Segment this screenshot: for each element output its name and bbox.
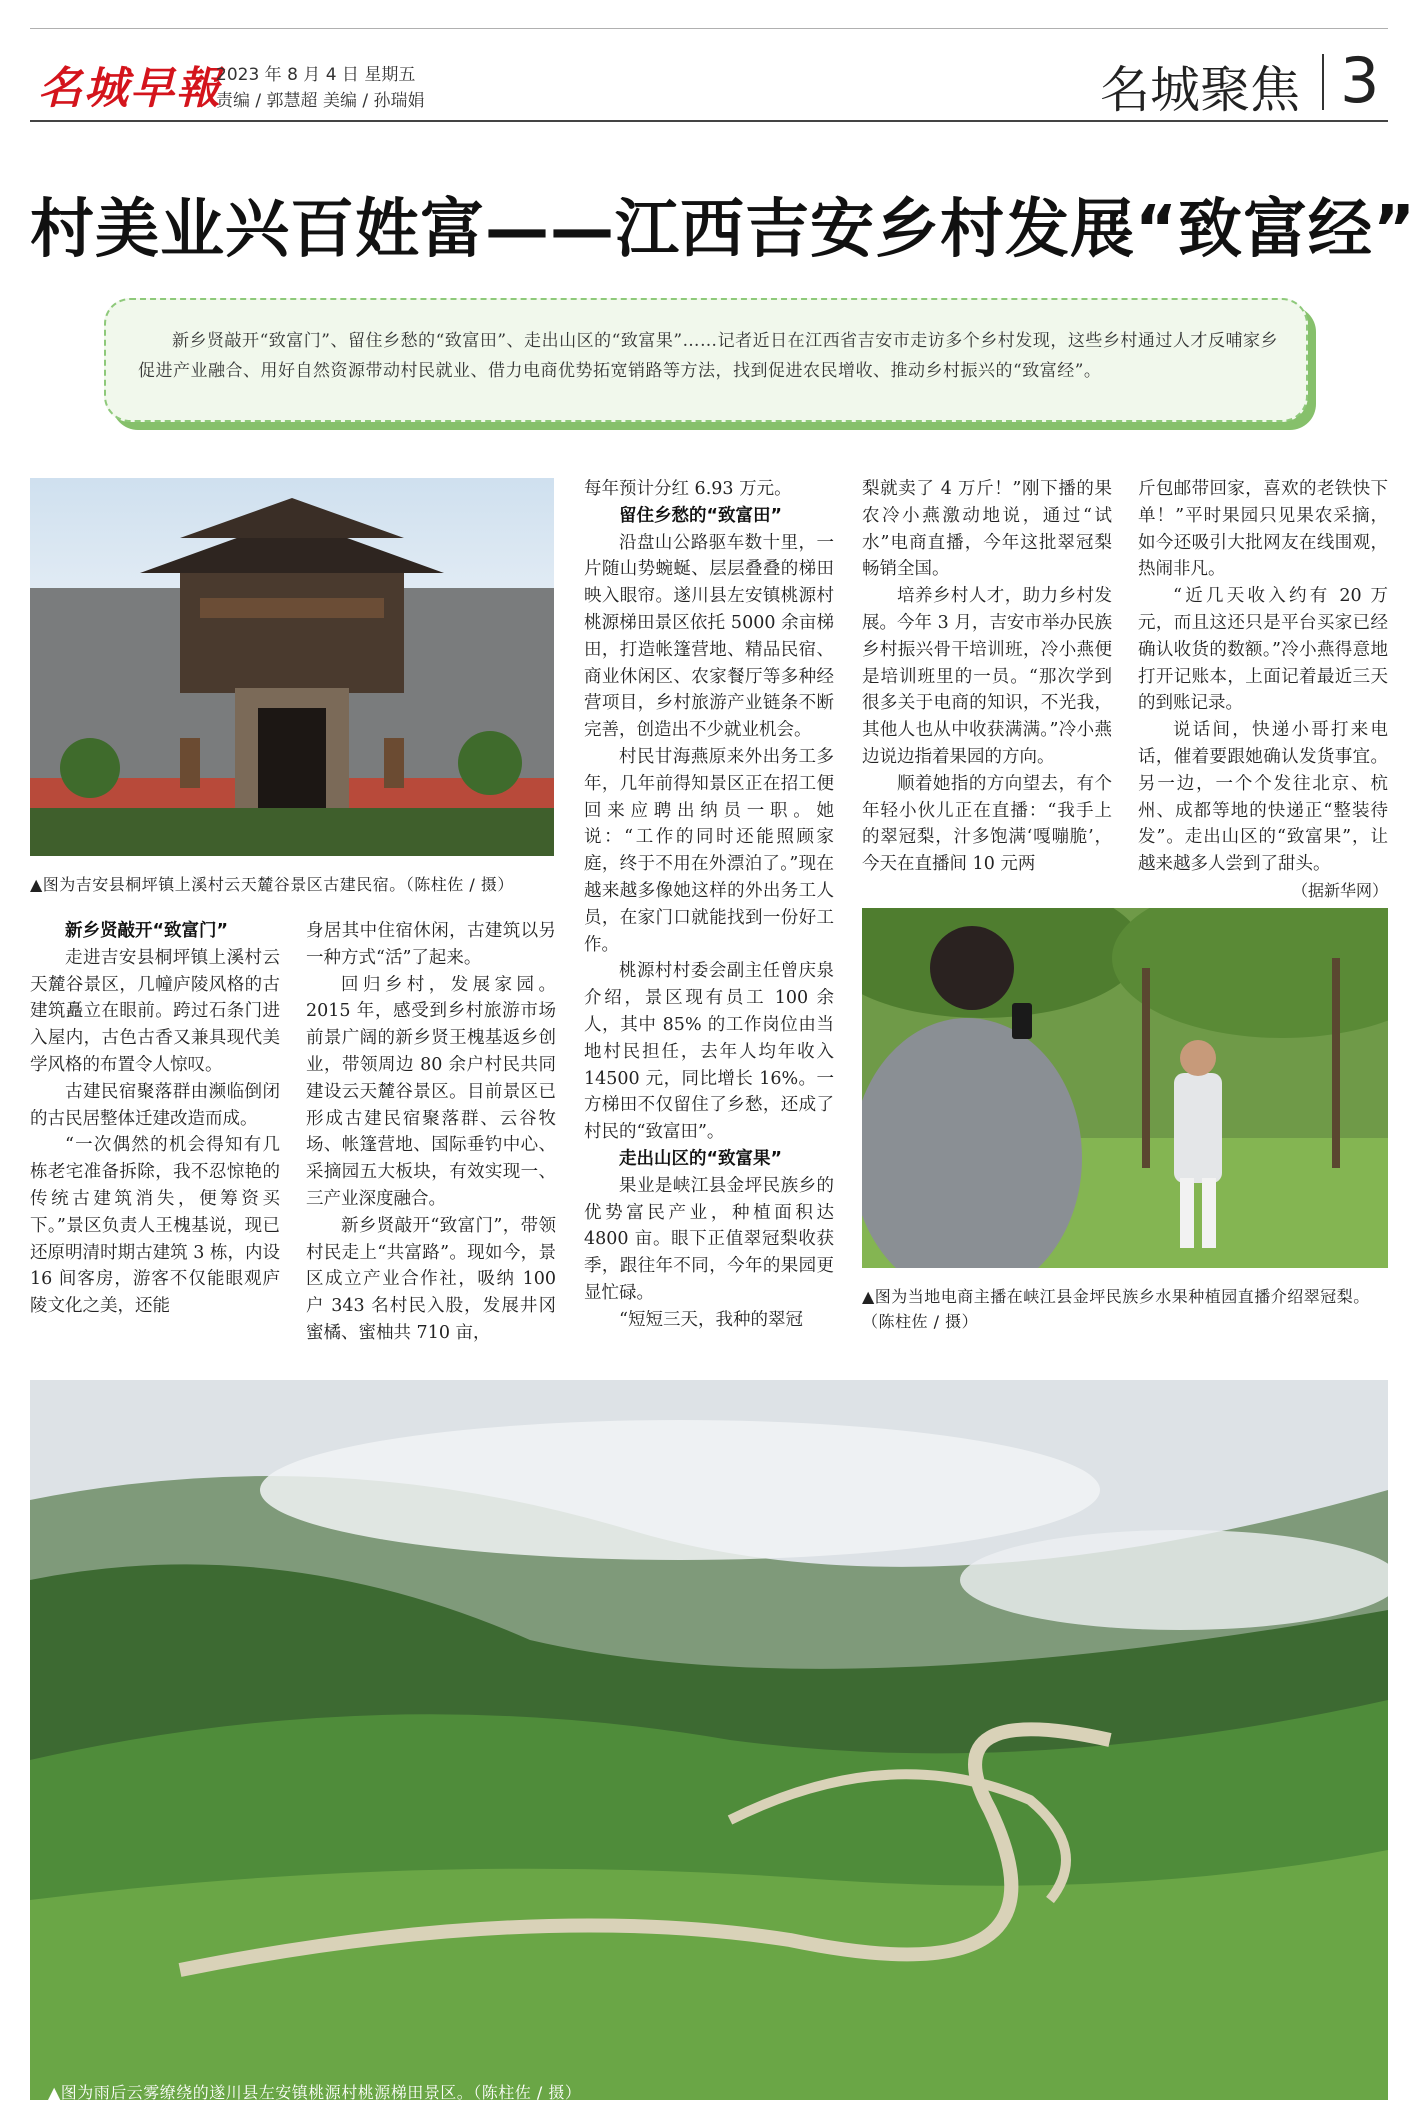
section-divider <box>1322 54 1324 110</box>
paragraph: “近几天收入约有 20 万元，而且这还只是平台买家已经确认收货的数额。”冷小燕得意地打开记账本，上面记着最近三天的到账记录。 <box>1138 586 1388 714</box>
header-top-rule <box>30 28 1388 29</box>
paragraph: 沿盘山公路驱车数十里，一片随山势蜿蜒、层层叠叠的梯田映入眼帘。遂川县左安镇桃源村桃源梯田景区依托 5000 余亩梯田，打造帐篷营地、精品民宿、商业休闲区、农家餐厅等多种经营项目，乡村旅游产业链条不断完善，创造出不少就业机会。 <box>584 532 834 741</box>
photo1-caption: ▲图为吉安县桐坪镇上溪村云天麓谷景区古建民宿。（陈柱佐 / 摄） <box>30 875 514 894</box>
article-column-5 <box>1138 476 1388 905</box>
header-bottom-rule <box>30 120 1388 122</box>
paragraph-continued: 每年预计分红 6.93 万元。 <box>584 479 792 499</box>
paragraph: 古建民宿聚落群由濒临倒闭的古民居整体迁建改造而成。 <box>30 1081 280 1129</box>
photo2-caption: ▲图为当地电商主播在峡江县金坪民族乡水果种植园直播介绍翠冠梨。（陈柱佐 / 摄） <box>862 1287 1370 1331</box>
paragraph: 走进吉安县桐坪镇上溪村云天麓谷景区，几幢庐陵风格的古建筑矗立在眼前。跨过石条门进入屋内，古色古香又兼具现代美学风格的布置令人惊叹。 <box>30 947 280 1075</box>
ancient-building-illustration <box>30 478 554 856</box>
paragraph: 桃源村村委会副主任曾庆泉介绍，景区现有员工 100 余人，其中 85% 的工作岗位由当地村民担任，去年人均年收入 14500 元，同比增长 16%。一方梯田不仅留住了乡愁，还成了村民的“致富田”。 <box>584 961 834 1143</box>
article-column-3 <box>584 476 834 1334</box>
paragraph: 说话间，快递小哥打来电话，催着要跟她确认发货事宜。另一边，一个个发往北京、杭州、成都等地的快递正“整装待发”。走出山区的“致富果”，让越来越多人尝到了甜头。 <box>1138 720 1388 875</box>
date-line: 2023 年 8 月 4 日 星期五 <box>216 65 416 85</box>
paragraph: 培养乡村人才，助力乡村发展。今年 3 月，吉安市举办民族乡村振兴骨干培训班，冷小燕便是培训班里的一员。“那次学到很多关于电商的知识，不光我，其他人也从中收获满满。”冷小燕边说边指着果园的方向。 <box>862 586 1112 767</box>
paragraph-continued: 梨就卖了 4 万斤！”刚下播的果农冷小燕激动地说，通过“试水”电商直播，今年这批翠冠梨畅销全国。 <box>862 479 1112 580</box>
article-column-4 <box>862 476 1112 878</box>
source-credit: （据新华网） <box>1291 880 1388 900</box>
page-number: 3 <box>1340 44 1380 117</box>
photo-orchard-livestream <box>862 908 1388 1268</box>
article-column-2 <box>306 918 556 1347</box>
paragraph-continued: 身居其中住宿休闲，古建筑以另一种方式“活”了起来。 <box>306 921 556 968</box>
orchard-illustration <box>862 908 1388 1268</box>
paragraph: “一次偶然的机会得知有几栋老宅准备拆除，我不忍惊艳的传统古建筑消失，便筹资买下。”景区负责人王槐基说，现已还原明清时期古建筑 3 栋，内设 16 间客房，游客不仅能眼观庐陵文化之美，还能 <box>30 1135 280 1317</box>
terraces-illustration <box>30 1380 1388 2100</box>
paragraph: 新乡贤敲开“致富门”，带领村民走上“共富路”。现如今，景区成立产业合作社，吸纳 100 户 343 名村民入股，发展井冈蜜橘、蜜柚共 710 亩， <box>306 1215 556 1343</box>
photo-ancient-residence <box>30 478 554 856</box>
photo3-caption: ▲图为雨后云雾缭绕的遂川县左安镇桃源村桃源梯田景区。（陈柱佐 / 摄） <box>48 2083 582 2102</box>
summary-text: 新乡贤敲开“致富门”、留住乡愁的“致富田”、走出山区的“致富果”……记者近日在江西省吉安市走访多个乡村发现，这些乡村通过人才反哺家乡促进产业融合、用好自然资源带动村民就业、借力电商优势拓宽销路等方法，找到促进农民增收、推动乡村振兴的“致富经”。 <box>138 331 1278 381</box>
subheading-zhifuguo: 走出山区的“致富果” <box>619 1148 783 1169</box>
paragraph-continued: 斤包邮带回家，喜欢的老铁快下单！”平时果园只见果农采摘，如今还吸引大批网友在线围观，热闹非凡。 <box>1138 479 1388 580</box>
paragraph: 回归乡村，发展家园。2015 年，感受到乡村旅游市场前景广阔的新乡贤王槐基返乡创业，带领周边 80 余户村民共同建设云天麓谷景区。目前景区已形成古建民宿聚落群、云谷牧场、帐篷营地、国际垂钓中心、采摘园五大板块，有效实现一、三产业深度融合。 <box>306 974 556 1209</box>
photo-terraced-fields <box>30 1380 1388 2100</box>
headline: 村美业兴百姓富——江西吉安乡村发展“致富经” <box>30 193 1417 267</box>
section-title: 名城聚焦 <box>1100 61 1300 119</box>
paragraph: 顺着她指的方向望去，有个年轻小伙儿正在直播：“我手上的翠冠梨，汁多饱满‘嘎嘣脆’，今天在直播间 10 元两 <box>862 773 1112 875</box>
paragraph: “短短三天，我种的翠冠 <box>619 1309 803 1330</box>
subheading-zhifumen: 新乡贤敲开“致富门” <box>65 921 229 941</box>
paragraph: 村民甘海燕原来外出务工多年，几年前得知景区正在招工便回来应聘出纳员一职。她说：“工作的同时还能照顾家庭，终于不用在外漂泊了。”现在越来越多像她这样的外出务工人员，在家门口就能找到一份好工作。 <box>584 746 834 955</box>
masthead-logo: 名城早報 <box>38 63 222 114</box>
article-column-1 <box>30 918 280 1320</box>
editors-line: 责编 / 郭慧超 美编 / 孙瑞娟 <box>216 91 425 111</box>
subheading-zhifutian: 留住乡愁的“致富田” <box>619 505 783 526</box>
paragraph: 果业是峡江县金坪民族乡的优势富民产业，种植面积达 4800 亩。眼下正值翠冠梨收获季，跟往年不同，今年的果园更显忙碌。 <box>584 1175 834 1303</box>
